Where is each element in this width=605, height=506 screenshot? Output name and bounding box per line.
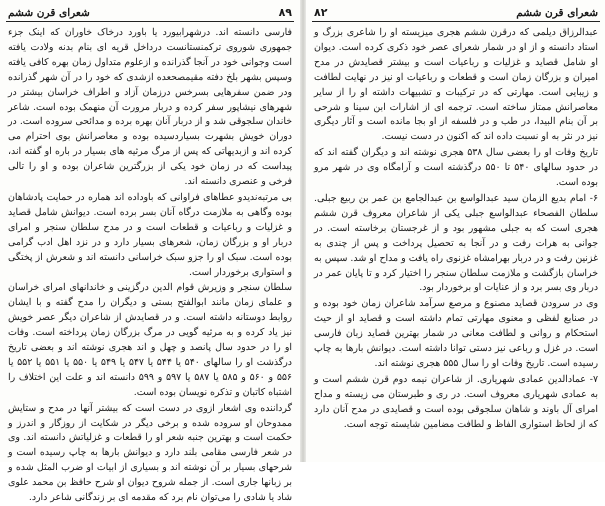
book-gutter (300, 0, 306, 462)
left-paragraph: سلطان سنجر و وزیرش قوام الدین درگزینی و خاندانهای امرای خراسان و علمای زمان مانند ابوالفتح بستی و دیگران را مدح گفته و با ایشان روابط دوستانه داشته است. و در قصایدش از شاعران دیگر عصر خویش نیز یاد کرده و به مرثیه گویی در مرگ بزرگان زمان پرداخته است. وفات او را در حدود سال پانصد و چهل و اند هجری نوشته اند و بعضی تاریخ درگذشت او را سالهای ۵۴۰ یا ۵۴۴ یا ۵۴۷ یا ۵۴۹ یا ۵۵۰ یا ۵۵۱ یا ۵۵۲ یا ۵۵۶ و ۵۶۰ و ۵۸۵ یا ۵۸۷ یا ۵۹۷ و ۵۹۹ دانسته اند و علت این اختلاف را اشتباه کاتبان و تذکره نویسان بوده است. (8, 282, 292, 398)
right-paragraph: عبدالرزاق دیلمی که درقرن ششم هجری میزیسته او را شاعری بزرگ و استاد دانسته و از او در شمار شعرای عصر خود ذکری کرده است. دیوان او شامل قصاید و غزلیات و رباعیات است و بیشتر قصایدش در مدح امیران و بزرگان زمان است و قطعات و رباعیات او نیز در نهایت لطافت و زیبایی است. مهارتی که در ترکیبات و تشبیهات داشته او را از سایر معاصرانش ممتاز ساخته است. ترجمه ای از اشارات ابن سینا و شرحی بر آن بنام البیدا، در طب و در فلسفه از او بجا مانده است و آثار دیگری نیز در نثر به او نسبت داده اند که اکنون در دست نیست. (314, 27, 598, 143)
right-running-head: شعرای قرن ششم (516, 7, 598, 19)
right-paragraph: وی در سرودن قصاید مصنوع و مرصع سرآمد شاعران زمان خود بوده و در صنایع لفظی و معنوی مهارتی تمام داشته است و قصاید او از حیث استحکام و روانی و لطافت معانی در شمار بهترین قصاید زبان فارسی است. در غزل و رباعی نیز دستی توانا داشته است. دیوانش بارها به چاپ رسیده است. تاریخ وفات او را سال ۵۵۵ هجری نوشته اند. (314, 298, 598, 369)
left-paragraph: فارسی دانسته اند. درشهرابیورد یا باورد درخاک خاوران که اینک جزء جمهوری شوروی ترکمنستانست درداخل قریه ای بنام بدنه ولادت یافته است وجوانی خود در آنجا گذرانده و ازعلوم متداول زمان بهره کافی یافته وسپس بشهر بلخ دفته مقیمصحعده ازشدی که خود را در آن شهر گذرانده ودر ضمن سفرهایی بسرخس درزمان آزاد و اطراف خراسان بیشتر در شهرهای نیشاپور سفر کرده و دربار مرورت آن منهمک بوده است. شاعر خاندان سلجوقی شد و از دربار آنان بهره برده و مدائحی سروده است. در دوران خویش بشهرت بسیاردسیده بوده و معاصرانش بوی احترام می کرده اند و ازبدیهاتی که پس از مرگ مرثیه های بسیار در باره او گفته اند، پیداست که در زمان خود یکی از بزرگترین شاعران بوده و او را تالی فرخی و عنصری دانسته اند. (8, 27, 292, 188)
right-paragraph: تاریخ وفات او را بعضی سال ۵۳۸ هجری نوشته اند و دیگران گفته اند که در حدود سالهای ۵۴۰ تا ۵۵۰ درگذشته است و آرامگاه وی در شهر مرو بوده است. (314, 147, 598, 189)
left-page-header (6, 6, 294, 22)
right-entry-paragraph: ۶- امام بدیع الزمان سید عبدالواسع بن عبدالجامع بن عمر بن ربیع جبلی. سلطان الفصحاء عبدالواسع جبلی یکی از شاعران معروف قرن ششم هجری است که به جبلی مشهور بود و از غرجستان برخاسته است. در جوانی به هرات رفت و در آنجا به تحصیل پرداخت و پس از چندی به غزنین رفت و در دربار بهرامشاه غزنوی راه یافت و مداح او شد. سپس به خراسان بازگشت و ملازمت سلطان سنجر را اختیار کرد و تا پایان عمر در دربار وی بسر برد و از عنایات او برخوردار بود. (314, 192, 598, 294)
right-entry-paragraph: ۷- عمادالدین عمادی شهریاری. از شاعران نیمه دوم قرن ششم است و به عمادی شهریاری معروف است. در ری و طبرستان می زیسته و مداح امرای آل باوند و شاهان سلجوقی بوده است و قصایدی در مدح آنان دارد که از لحاظ استواری الفاظ و لطافت مضامین شایسته توجه است. (314, 373, 598, 430)
right-page-number: ۸۲ (314, 6, 328, 19)
left-page (6, 6, 294, 504)
right-page-header (312, 6, 600, 22)
left-page-number: ۸۹ (278, 6, 292, 19)
left-running-head: شعرای قرن ششم (8, 7, 90, 19)
left-paragraph: گرداننده وی اشعار ازوی در دست است که بیشتر آنها در مدح و ستایش ممدوحان او سروده شده و برخی دیگر در شکایت از روزگار و اندرز و حکمت است و بهترین جنبه شعر او را قطعات و غزلیاتش دانسته اند. وی در شعر فارسی مقامی بلند دارد و دیوانش بارها به چاپ رسیده است و شرحهای بسیار بر آن نوشته اند و بسیاری از ابیات او ضرب المثل شده و بر زبانها جاری است. از جمله شروح دیوان او شرح حافظ بن محمد علوی شاد یا شادی را می‌توان نام برد که مقدمه ای بر زندگانی شاعر دارد. (8, 402, 292, 504)
left-paragraph: بی مرتبه‌ندیدو عطاهای فراوانی که باوداده اند هماره در حمایت پادشاهان بوده وگاهی به ملازمت درگاه آنان بسر برده است. دیوانش شامل قصاید و غزلیات و رباعیات و قطعات است و در مدح سلطان سنجر و امرای دربار او و بزرگان زمان، شعرهای بسیار دارد و در نزد اهل ادب گرامی بوده است. سبک او را جزو سبک خراسانی دانسته اند و شعرش از پختگی و استواری برخوردار است. (8, 191, 292, 278)
right-page (312, 6, 600, 458)
